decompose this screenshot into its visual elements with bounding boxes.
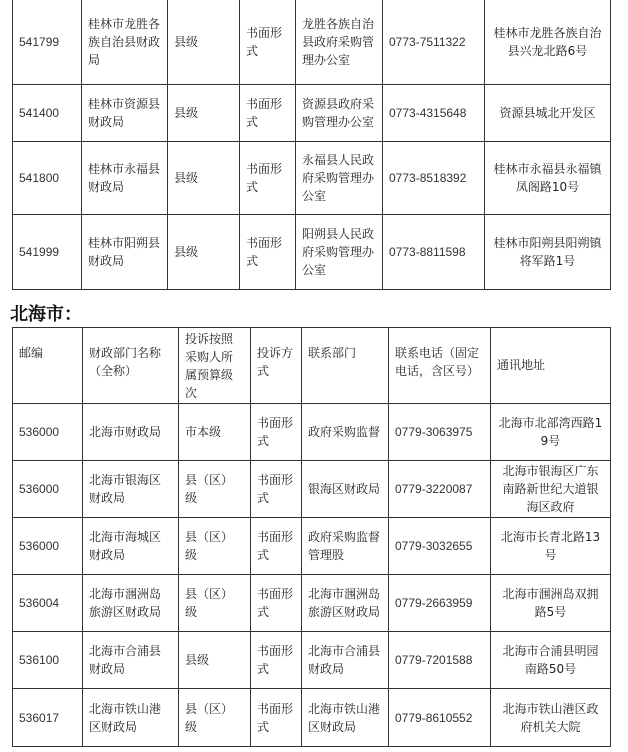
phone-cell: 0773-8811598 [383, 215, 485, 290]
contact-cell: 资源县政府采购管理办公室 [296, 85, 383, 142]
address-cell: 北海市长青北路13号 [491, 518, 611, 575]
table-row [13, 85, 611, 142]
beihai-table [12, 327, 611, 747]
contact-cell: 阳朔县人民政府采购管理办公室 [296, 215, 383, 290]
zip-cell: 536000 [13, 518, 83, 575]
method-cell: 书面形式 [240, 85, 296, 142]
method-cell: 书面形式 [251, 575, 302, 632]
phone-cell: 0773-7511322 [383, 0, 485, 85]
method-cell: 书面形式 [251, 404, 302, 461]
method-cell: 书面形式 [240, 142, 296, 215]
level-cell: 县（区）级 [179, 461, 251, 518]
zip-cell: 536000 [13, 404, 83, 461]
header-dept: 财政部门名称（全称） [83, 328, 179, 404]
guilin-table [12, 0, 611, 290]
dept-cell: 北海市铁山港区财政局 [83, 689, 179, 747]
address-cell: 资源县城北开发区 [485, 85, 611, 142]
address-cell: 桂林市阳朔县阳朔镇将军路1号 [485, 215, 611, 290]
zip-cell: 541799 [13, 0, 82, 85]
address-cell: 桂林市永福县永福镇凤阁路10号 [485, 142, 611, 215]
contact-cell: 北海市铁山港区财政局 [302, 689, 389, 747]
zip-cell: 536004 [13, 575, 83, 632]
dept-cell: 北海市海城区财政局 [83, 518, 179, 575]
address-cell: 桂林市龙胜各族自治县兴龙北路6号 [485, 0, 611, 85]
phone-cell: 0779-3032655 [389, 518, 491, 575]
zip-cell: 541999 [13, 215, 82, 290]
level-cell: 县级 [168, 85, 240, 142]
address-cell: 北海市涠洲岛双拥路5号 [491, 575, 611, 632]
address-cell: 北海市铁山港区政府机关大院 [491, 689, 611, 747]
table-row [13, 142, 611, 215]
table-row [13, 689, 611, 747]
table-row [13, 215, 611, 290]
header-contact: 联系部门 [302, 328, 389, 404]
zip-cell: 541400 [13, 85, 82, 142]
contact-cell: 永福县人民政府采购管理办公室 [296, 142, 383, 215]
method-cell: 书面形式 [251, 689, 302, 747]
level-cell: 县级 [179, 632, 251, 689]
level-cell: 县（区）级 [179, 518, 251, 575]
zip-cell: 541800 [13, 142, 82, 215]
dept-cell: 北海市合浦县财政局 [83, 632, 179, 689]
level-cell: 市本级 [179, 404, 251, 461]
level-cell: 县级 [168, 142, 240, 215]
level-cell: 县级 [168, 0, 240, 85]
section-title: 北海市： [10, 304, 82, 325]
method-cell: 书面形式 [240, 215, 296, 290]
dept-cell: 桂林市资源县财政局 [82, 85, 168, 142]
contact-cell: 龙胜各族自治县政府采购管理办公室 [296, 0, 383, 85]
address-cell: 北海市合浦县明园南路50号 [491, 632, 611, 689]
table-row [13, 404, 611, 461]
zip-cell: 536000 [13, 461, 83, 518]
table-row [13, 575, 611, 632]
header-address: 通讯地址 [491, 328, 611, 404]
phone-cell: 0773-4315648 [383, 85, 485, 142]
header-zip: 邮编 [13, 328, 83, 404]
zip-cell: 536017 [13, 689, 83, 747]
level-cell: 县（区）级 [179, 689, 251, 747]
contact-cell: 银海区财政局 [302, 461, 389, 518]
phone-cell: 0779-2663959 [389, 575, 491, 632]
address-cell: 北海市银海区广东南路新世纪大道银海区政府 [491, 461, 611, 518]
method-cell: 书面形式 [240, 0, 296, 85]
contact-cell: 北海市涠洲岛旅游区财政局 [302, 575, 389, 632]
table-header-row [13, 328, 611, 404]
contact-cell: 北海市合浦县财政局 [302, 632, 389, 689]
phone-cell: 0779-3220087 [389, 461, 491, 518]
header-level: 投诉按照采购人所属预算级次 [179, 328, 251, 404]
contact-cell: 政府采购监督 [302, 404, 389, 461]
method-cell: 书面形式 [251, 461, 302, 518]
phone-cell: 0779-3063975 [389, 404, 491, 461]
dept-cell: 北海市银海区财政局 [83, 461, 179, 518]
phone-cell: 0779-7201588 [389, 632, 491, 689]
phone-cell: 0773-8518392 [383, 142, 485, 215]
contact-cell: 政府采购监督管理股 [302, 518, 389, 575]
table-row [13, 518, 611, 575]
table-row [13, 461, 611, 518]
level-cell: 县级 [168, 215, 240, 290]
table-row [13, 0, 611, 85]
header-phone: 联系电话（固定电话，含区号） [389, 328, 491, 404]
header-method: 投诉方式 [251, 328, 302, 404]
dept-cell: 桂林市永福县财政局 [82, 142, 168, 215]
method-cell: 书面形式 [251, 632, 302, 689]
table-row [13, 632, 611, 689]
phone-cell: 0779-8610552 [389, 689, 491, 747]
dept-cell: 北海市涠洲岛旅游区财政局 [83, 575, 179, 632]
dept-cell: 桂林市龙胜各族自治县财政局 [82, 0, 168, 85]
dept-cell: 桂林市阳朔县财政局 [82, 215, 168, 290]
zip-cell: 536100 [13, 632, 83, 689]
method-cell: 书面形式 [251, 518, 302, 575]
level-cell: 县（区）级 [179, 575, 251, 632]
dept-cell: 北海市财政局 [83, 404, 179, 461]
address-cell: 北海市北部湾西路19号 [491, 404, 611, 461]
